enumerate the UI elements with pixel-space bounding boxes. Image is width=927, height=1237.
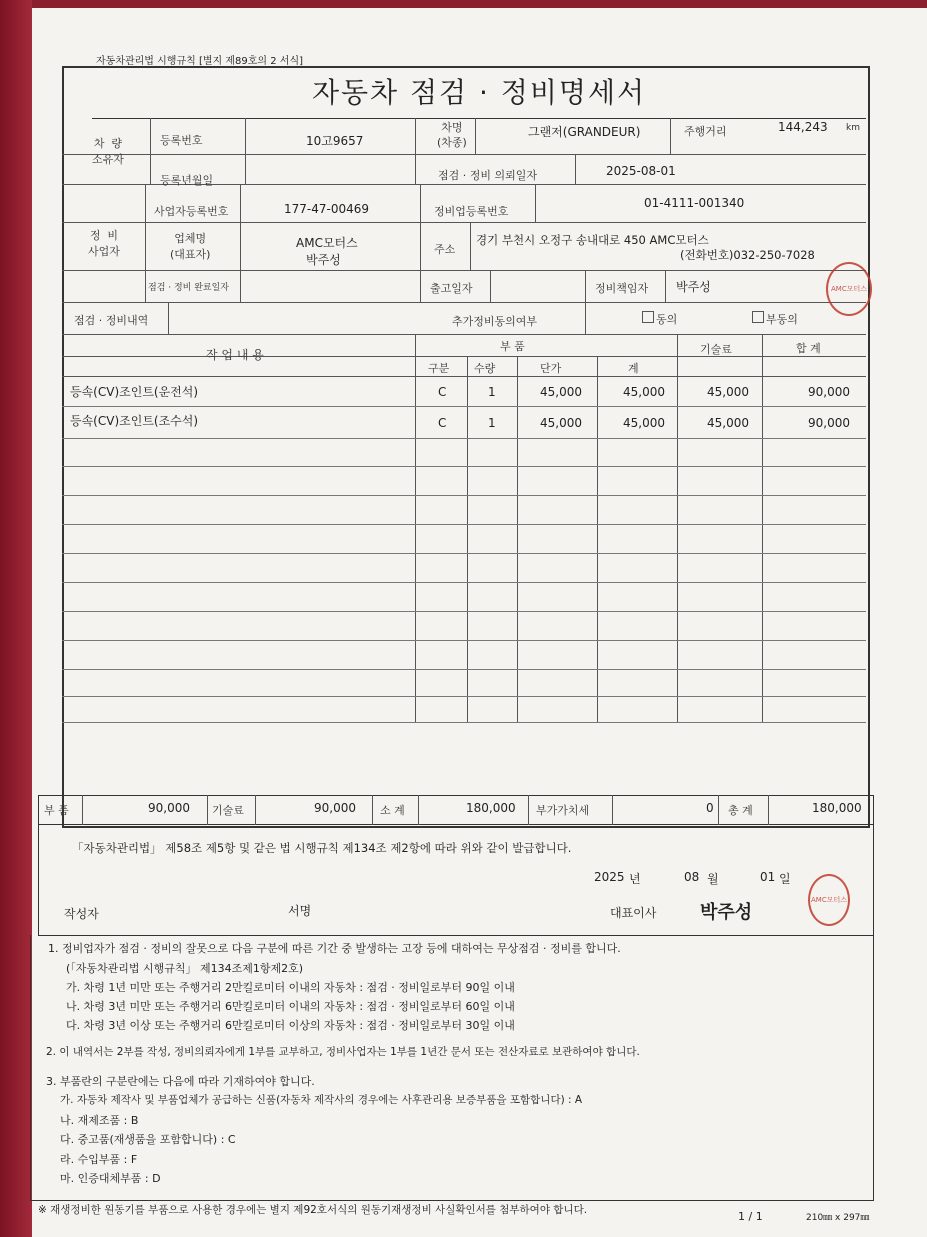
page-number: 1 / 1: [738, 1210, 763, 1223]
table-row-total: 90,000: [808, 416, 850, 430]
ceo-label: 대표이사: [610, 906, 657, 920]
totals-subtotal-label: 소 계: [380, 804, 405, 817]
note-line: ※ 재생정비한 원동기를 부품으로 사용한 경우에는 별지 제92호서식의 원동기재생정비 사실확인서를 첨부하여야 합니다.: [38, 1204, 588, 1216]
table-row-unit: 45,000: [540, 416, 582, 430]
statement-text: 「자동차관리법」 제58조 제5항 및 같은 법 시행규칙 제134조 제2항에 따라 위와 같이 발급합니다.: [72, 841, 572, 855]
note-line: 가. 차령 1년 미만 또는 주행거리 2만킬로미터 이내의 자동차 : 점검 · 정비일로부터 90일 이내: [66, 981, 515, 994]
table-row-labor: 45,000: [707, 385, 749, 399]
issue-month-unit: 월: [707, 872, 719, 886]
note-line: 다. 차령 3년 이상 또는 주행거리 6만킬로미터 이상의 자동차 : 점검 · 정비일로부터 30일 이내: [66, 1019, 515, 1032]
reg-no-label: 등록번호: [160, 134, 203, 147]
request-date-value: 2025-08-01: [606, 164, 676, 178]
issue-month: 08: [684, 870, 700, 884]
company-label: 업체명 (대표자): [170, 232, 211, 261]
sub-header-qty: 수량: [474, 362, 496, 375]
reg-no-value: 10고9657: [306, 134, 364, 148]
note-line: 나. 재제조품 : B: [60, 1114, 139, 1127]
totals-labor-value: 90,000: [314, 801, 356, 815]
mileage-value: 144,243: [778, 120, 828, 134]
totals-vat-value: 0: [706, 801, 714, 815]
sign-label: 서명: [288, 904, 312, 918]
table-row-sum: 45,000: [623, 385, 665, 399]
reg-date-label: 등록년월일: [160, 174, 214, 187]
document-title: 자동차 점검 · 정비명세서: [92, 68, 866, 119]
issue-day: 01: [760, 870, 776, 884]
mileage-unit: km: [846, 123, 860, 133]
consent-no-label: 부동의: [766, 313, 798, 326]
writer-label: 작성자: [64, 907, 99, 921]
note-line: 1. 정비업자가 점검 · 정비의 잘못으로 다음 구분에 따른 기간 중 발생하는 고장 등에 대하여는 무상점검 · 정비를 합니다.: [48, 942, 621, 955]
model-value: 그랜저(GRANDEUR): [528, 125, 641, 139]
details-label: 점검 · 정비내역: [74, 314, 149, 327]
phone-value: (전화번호)032-250-7028: [680, 248, 815, 262]
sub-header-type: 구분: [428, 362, 450, 375]
table-row-qty: 1: [488, 416, 496, 430]
issue-year-unit: 년: [629, 872, 641, 886]
model-label: 차명 (차종): [437, 121, 467, 149]
table-row-unit: 45,000: [540, 385, 582, 399]
address-label: 주소: [434, 243, 456, 256]
table-row-sum: 45,000: [623, 416, 665, 430]
issue-year: 2025: [594, 870, 625, 884]
table-row-work: 등속(CV)조인트(운전석): [70, 385, 199, 399]
consent-yes-checkbox[interactable]: [642, 311, 654, 323]
table-row-work: 등속(CV)조인트(조수석): [70, 414, 199, 428]
address-value: 경기 부천시 오정구 송내대로 450 AMC모터스: [476, 233, 709, 247]
table-row-type: C: [438, 416, 447, 430]
table-header-row-2: [62, 356, 866, 377]
shop-reg-value: 01-4111-001340: [644, 196, 745, 210]
shop-reg-label: 정비업등록번호: [434, 205, 509, 218]
total-header: 합 계: [796, 342, 821, 355]
consent-no-checkbox[interactable]: [752, 311, 764, 323]
issue-day-unit: 일: [779, 872, 791, 886]
parts-header: 부 품: [500, 340, 525, 353]
biz-no-label: 사업자등록번호: [154, 205, 229, 218]
sub-header-unit: 단가: [540, 362, 562, 375]
ceo-value: 박주성: [306, 253, 341, 267]
request-date-label: 점검 · 정비 의뢰일자: [438, 169, 537, 182]
mileage-label: 주행거리: [684, 125, 727, 138]
table-header-row-1: [62, 334, 866, 357]
manager-value: 박주성: [676, 280, 711, 294]
note-line: 다. 중고품(재생품을 포함합니다) : C: [60, 1133, 236, 1146]
note-line: 라. 수입부품 : F: [60, 1153, 138, 1166]
totals-labor-label: 기술료: [212, 804, 244, 817]
ceo-seal: AMC모터스: [808, 874, 850, 926]
ceo-signature: 박주성: [700, 902, 753, 923]
table-row-total: 90,000: [808, 385, 850, 399]
totals-parts-label: 부 품: [44, 804, 69, 817]
manager-label: 정비책임자: [595, 282, 649, 295]
consent-label: 추가정비동의여부: [452, 315, 538, 328]
sub-header-sum: 계: [628, 362, 639, 375]
note-line: 2. 이 내역서는 2부를 작성, 정비의뢰자에게 1부를 교부하고, 정비사업자는 1부를 1년간 문서 또는 전산자료로 보관하여야 합니다.: [46, 1046, 640, 1058]
background-edge: [0, 0, 32, 1237]
totals-grand-label: 총 계: [728, 804, 753, 817]
note-line: (「자동차관리법 시행규칙」 제134조제1항제2호): [66, 962, 304, 975]
totals-parts-value: 90,000: [148, 801, 190, 815]
shop-section-label: 정 비 사업자: [88, 229, 120, 258]
table-row-type: C: [438, 385, 447, 399]
totals-vat-label: 부가가치세: [536, 804, 590, 817]
note-line: 가. 자동차 제작사 및 부품업체가 공급하는 신품(자동차 제작사의 경우에는 사후관리용 보증부품을 포함합니다) : A: [60, 1094, 583, 1106]
consent-yes-label: 동의: [656, 313, 678, 326]
note-line: 3. 부품란의 구분란에는 다음에 따라 기재하여야 합니다.: [46, 1075, 315, 1088]
form-reference: 자동차관리법 시행규칙 [별지 제89호의 2 서식]: [96, 56, 304, 67]
company-value: AMC모터스: [296, 236, 358, 250]
labor-header: 기술료: [700, 343, 732, 356]
table-row-qty: 1: [488, 385, 496, 399]
totals-subtotal-value: 180,000: [466, 801, 516, 815]
biz-no-value: 177-47-00469: [284, 202, 370, 216]
work-header: 작 업 내 용: [206, 348, 264, 362]
done-date-label: 점검 · 정비 완료일자: [148, 283, 229, 293]
paper-size: 210㎜ x 297㎜: [806, 1213, 870, 1223]
owner-section-label: 차 량 소유자: [92, 137, 124, 166]
table-row-labor: 45,000: [707, 416, 749, 430]
release-date-label: 출고일자: [430, 282, 473, 295]
note-line: 나. 차령 3년 미만 또는 주행거리 6만킬로미터 이내의 자동차 : 점검 · 정비일로부터 60일 이내: [66, 1000, 515, 1013]
company-seal: AMC모터스: [826, 262, 872, 316]
totals-grand-value: 180,000: [812, 801, 862, 815]
note-line: 마. 인증대체부품 : D: [60, 1172, 161, 1185]
